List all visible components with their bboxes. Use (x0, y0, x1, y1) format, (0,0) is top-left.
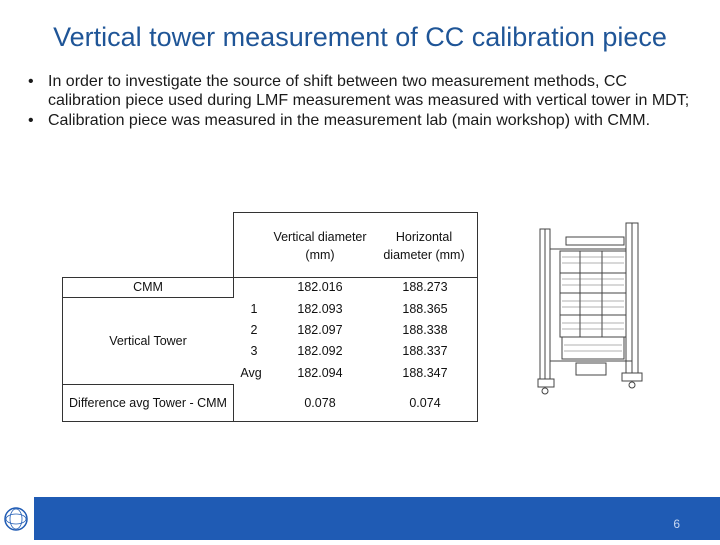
tower-row-horizontal: 188.337 (402, 344, 448, 358)
slide-title: Vertical tower measurement of CC calibration piece (53, 22, 667, 52)
tower-row-horizontal: 188.347 (402, 366, 448, 380)
tower-row-vertical: 182.094 (297, 366, 343, 380)
tower-row-vertical: 182.093 (297, 302, 343, 316)
table-border (62, 421, 478, 422)
cmm-horizontal-value: 188.273 (402, 280, 448, 294)
cern-logo-icon (0, 497, 34, 540)
difference-horizontal-value: 0.074 (409, 396, 441, 410)
table-border (62, 297, 234, 298)
bullet-marker: • (28, 73, 34, 90)
page-number: 6 (673, 517, 680, 531)
footer-bar (0, 497, 720, 540)
row-label-cmm: CMM (133, 280, 163, 294)
row-label-difference: Difference avg Tower - CMM (69, 396, 227, 410)
bullet-text: In order to investigate the source of shift between two measurement methods, CC calibration piece used during LMF measurement was measured with vertical tower in MDT; (48, 73, 690, 109)
table-border (233, 212, 478, 213)
table-border (62, 277, 478, 278)
tower-row-horizontal: 188.338 (402, 323, 448, 337)
table-border (477, 212, 478, 422)
tower-row-index: Avg (240, 366, 262, 380)
table-border (233, 384, 234, 422)
tower-row-index: 2 (250, 323, 258, 337)
row-label-vertical-tower: Vertical Tower (109, 334, 187, 348)
table-border (62, 384, 234, 385)
tower-row-index: 3 (250, 344, 258, 358)
cmm-vertical-value: 182.016 (297, 280, 343, 294)
tower-row-vertical: 182.092 (297, 344, 343, 358)
difference-vertical-value: 0.078 (304, 396, 336, 410)
bullet-marker: • (28, 112, 34, 129)
vertical-tower-drawing-icon (536, 215, 658, 395)
tower-row-vertical: 182.097 (297, 323, 343, 337)
tower-row-index: 1 (250, 302, 258, 316)
table-border (233, 212, 234, 298)
tower-row-horizontal: 188.365 (402, 302, 448, 316)
bullet-text: Calibration piece was measured in the measurement lab (main workshop) with CMM. (48, 112, 651, 129)
header-vertical-diameter: Vertical diameter (mm) (273, 230, 367, 262)
header-horizontal-diameter: Horizontal diameter (mm) (383, 230, 465, 262)
